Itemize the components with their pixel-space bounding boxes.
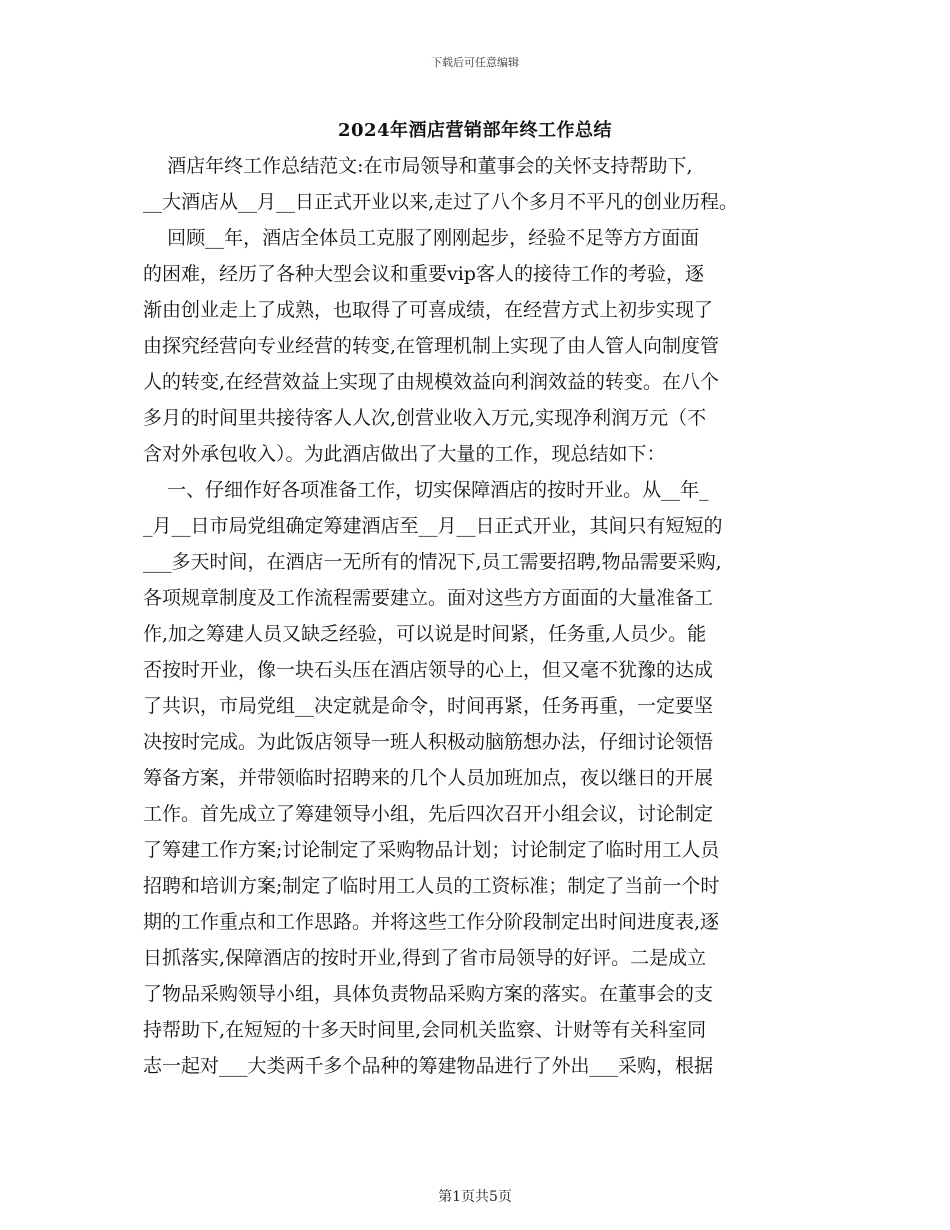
body-line: 筹备方案，并带领临时招聘来的几个人员加班加点，夜以继日的开展 <box>143 767 714 789</box>
body-line: 由探究经营向专业经营的转变,在管理机制上实现了由人管人向制度管 <box>143 335 720 357</box>
body-line: 渐由创业走上了成熟，也取得了可喜成绩，在经营方式上初步实现了 <box>143 299 714 321</box>
body-line: 工作。首先成立了筹建领导小组，先后四次召开小组会议，讨论制定 <box>143 803 714 825</box>
body-line: _月__日市局党组确定筹建酒店至__月__日正式开业，其间只有短短的 <box>143 515 723 537</box>
body-line: 了物品采购领导小组，具体负责物品采购方案的落实。在董事会的支 <box>143 983 714 1005</box>
document-body <box>143 148 815 1084</box>
body-line: 期的工作重点和工作思路。并将这些工作分阶段制定出时间进度表,逐 <box>143 911 720 933</box>
body-line: 人的转变,在经营效益上实现了由规模效益向利润效益的转变。在八个 <box>143 371 720 393</box>
body-line: 回顾__年，酒店全体员工克服了刚刚起步，经验不足等方方面面 <box>143 227 700 249</box>
body-line: 否按时开业，像一块石头压在酒店领导的心上，但又毫不犹豫的达成 <box>143 659 714 681</box>
body-line: 作,加之筹建人员又缺乏经验，可以说是时间紧，任务重,人员少。能 <box>143 623 707 645</box>
body-line: 一、仔细作好各项准备工作，切实保障酒店的按时开业。从__年_ <box>143 479 709 501</box>
body-line: __大酒店从__月__日正式开业以来,走过了八个多月不平凡的创业历程。 <box>143 191 739 213</box>
body-line: 了筹建工作方案;讨论制定了采购物品计划；讨论制定了临时用工人员 <box>143 839 720 861</box>
body-line: 的困难，经历了各种大型会议和重要vip客人的接待工作的考验，逐 <box>143 263 704 285</box>
page-footer: 第1页共5页 <box>438 1189 512 1205</box>
header-note: 下载后可任意编辑 <box>431 56 519 69</box>
body-line: 酒店年终工作总结范文:在市局领导和董事会的关怀支持帮助下, <box>143 155 693 177</box>
body-line: 含对外承包收入）。为此酒店做出了大量的工作，现总结如下： <box>143 443 666 465</box>
body-line: 招聘和培训方案;制定了临时用工人员的工资标准；制定了当前一个时 <box>143 875 720 897</box>
body-line: 了共识，市局党组__决定就是命令，时间再紧，任务再重，一定要坚 <box>143 695 714 717</box>
body-line: 持帮助下,在短短的十多天时间里,会同机关监察、计财等有关科室同 <box>143 1019 707 1041</box>
body-line: 志一起对___大类两千多个品种的筹建物品进行了外出___采购，根据 <box>143 1055 714 1077</box>
body-line: 各项规章制度及工作流程需要建立。面对这些方方面面的大量准备工 <box>143 587 714 609</box>
body-line: 多月的时间里共接待客人人次,创营业收入万元,实现净利润万元（不 <box>143 407 707 429</box>
body-line: ___多天时间，在酒店一无所有的情况下,员工需要招聘,物品需要采购, <box>143 551 722 573</box>
document-title: 2024年酒店营销部年终工作总结 <box>337 120 613 141</box>
body-line: 日抓落实,保障酒店的按时开业,得到了省市局领导的好评。二是成立 <box>143 947 707 969</box>
body-line: 决按时完成。为此饭店领导一班人积极动脑筋想办法，仔细讨论领悟 <box>143 731 714 753</box>
